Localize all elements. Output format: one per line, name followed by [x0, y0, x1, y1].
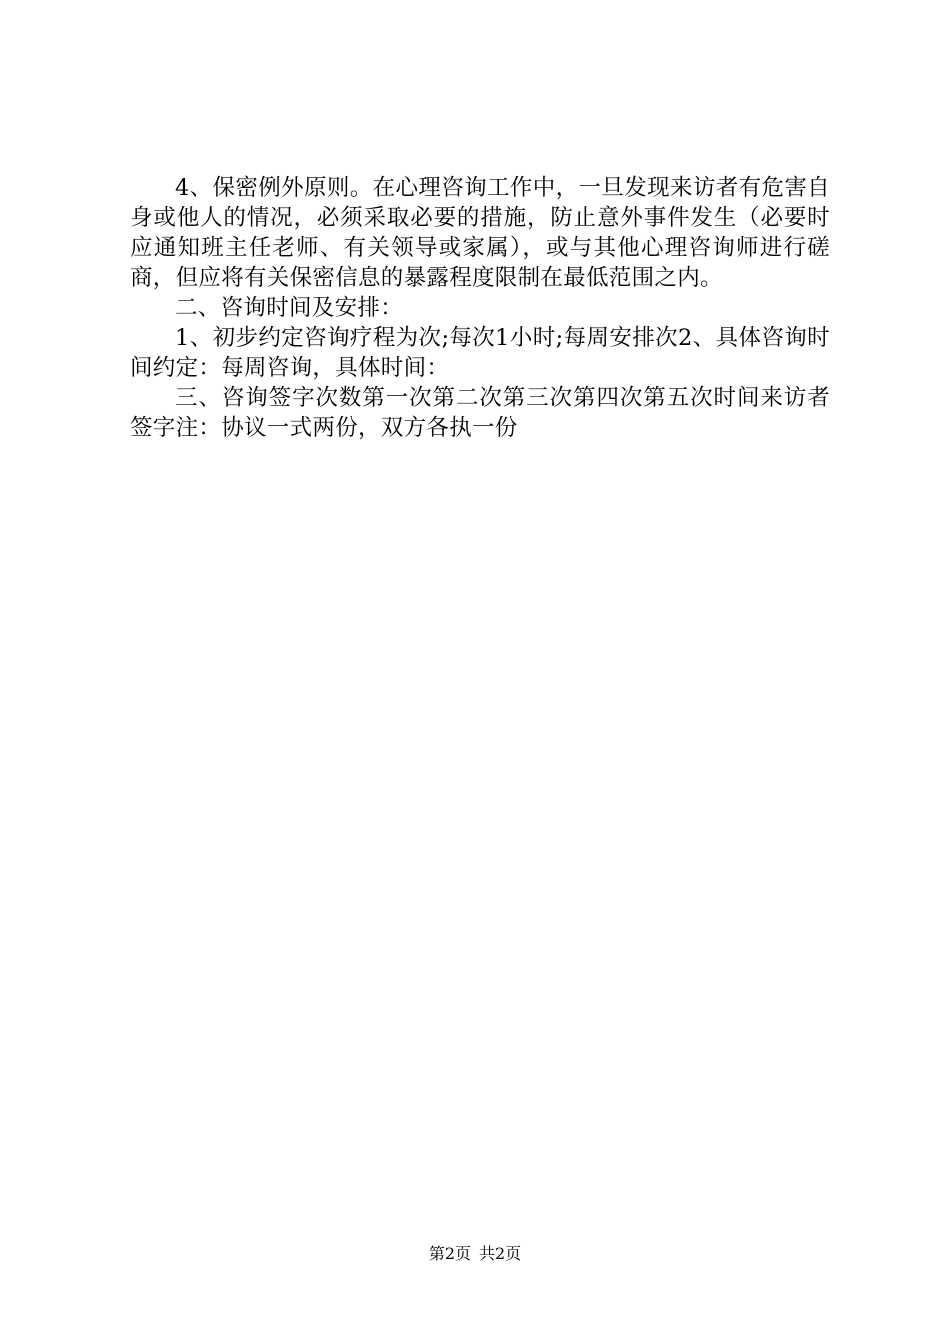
paragraph-section-three-signatures: 三、咨询签字次数第一次第二次第三次第四次第五次时间来访者签字注：协议一式两份，双方各执一份 — [130, 385, 830, 441]
document-body — [130, 173, 830, 443]
page-number-total: 共2页 — [479, 1244, 522, 1263]
paragraph-session-schedule: 1、初步约定咨询疗程为次;每次1小时;每周安排次2、具体咨询时间约定：每周咨询，具体时间： — [130, 325, 830, 381]
page-number-current: 第2页 — [428, 1244, 471, 1263]
paragraph-confidentiality-exception: 4、保密例外原则。在心理咨询工作中，一旦发现来访者有危害自身或他人的情况，必须采取必要的措施，防止意外事件发生（必要时应通知班主任老师、有关领导或家属），或与其他心理咨询师进行磋商，但应将有关保密信息的暴露程度限制在最低范围之内。 — [130, 175, 830, 291]
paragraph-section-two-heading: 二、咨询时间及安排： — [175, 295, 404, 321]
page-footer — [0, 1244, 950, 1264]
